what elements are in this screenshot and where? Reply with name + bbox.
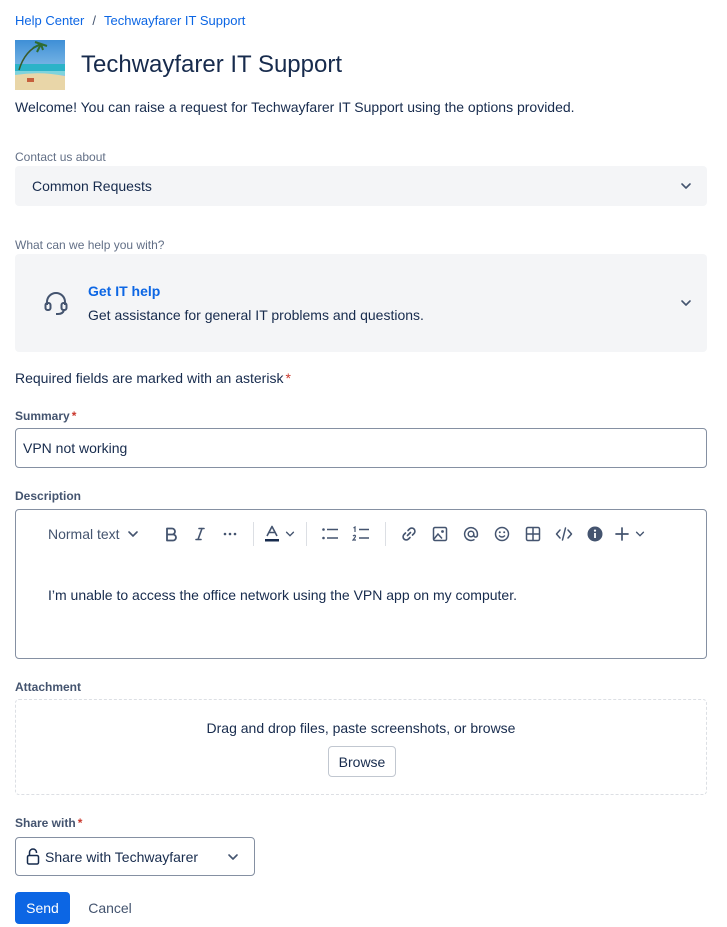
request-type-title: Get IT help <box>88 283 161 299</box>
breadcrumb-help-center[interactable]: Help Center <box>15 13 85 28</box>
numbered-list-icon <box>352 526 370 542</box>
italic-icon <box>192 526 208 542</box>
contact-label: Contact us about <box>15 150 106 164</box>
description-label: Description <box>15 489 82 503</box>
share-label <box>15 816 82 830</box>
info-icon <box>587 526 603 542</box>
required-note-text: Required fields are marked with an asterisk <box>15 370 284 386</box>
required-asterisk: * <box>71 409 77 423</box>
toolbar-divider <box>253 522 254 546</box>
required-asterisk: * <box>285 370 291 386</box>
headset-icon <box>43 290 69 316</box>
contact-select-value: Common Requests <box>32 178 152 194</box>
portal-header <box>15 40 342 90</box>
code-icon <box>555 526 573 542</box>
breadcrumb-current[interactable]: Techwayfarer IT Support <box>104 13 246 28</box>
required-fields-note <box>15 370 291 386</box>
text-color-icon <box>264 525 280 543</box>
chevron-down-icon <box>679 179 693 193</box>
send-button[interactable]: Send <box>15 892 70 924</box>
table-icon <box>525 526 541 542</box>
more-icon <box>222 526 238 542</box>
cancel-button[interactable]: Cancel <box>80 892 140 924</box>
browse-button[interactable]: Browse <box>328 746 396 777</box>
summary-label <box>15 409 76 423</box>
beach-logo-icon <box>15 40 65 90</box>
plus-icon <box>614 526 630 542</box>
link-icon <box>401 526 417 542</box>
required-asterisk: * <box>77 816 83 830</box>
breadcrumb-separator: / <box>92 13 96 28</box>
emoji-button[interactable] <box>486 522 518 546</box>
share-with-value: Share with Techwayfarer <box>45 849 199 865</box>
welcome-text: Welcome! You can raise a request for Techwayfarer IT Support using the options provided. <box>15 99 575 115</box>
code-button[interactable] <box>548 522 580 546</box>
emoji-icon <box>494 526 510 542</box>
editor-toolbar <box>48 522 650 546</box>
link-button[interactable] <box>394 522 424 546</box>
summary-label-text: Summary <box>15 409 70 423</box>
info-panel-button[interactable] <box>580 522 610 546</box>
breadcrumb <box>15 13 245 28</box>
chevron-down-icon <box>126 527 140 541</box>
mention-button[interactable] <box>456 522 486 546</box>
bullet-list-icon <box>321 526 339 542</box>
share-with-select[interactable] <box>15 837 255 876</box>
numbered-list-button[interactable] <box>345 522 377 546</box>
toolbar-divider <box>385 522 386 546</box>
share-label-text: Share with <box>15 816 76 830</box>
attachment-dropzone[interactable] <box>15 699 707 795</box>
mention-icon <box>463 526 479 542</box>
dropzone-text: Drag and drop files, paste screenshots, or browse <box>206 720 516 736</box>
request-type-label: What can we help you with? <box>15 238 165 252</box>
attachment-label: Attachment <box>15 680 82 694</box>
bold-icon <box>163 526 179 542</box>
description-text[interactable]: I’m unable to access the office network using the VPN app on my computer. <box>48 587 517 603</box>
text-style-label: Normal text <box>48 526 120 542</box>
italic-button[interactable] <box>185 522 215 546</box>
text-style-dropdown[interactable] <box>48 522 140 546</box>
summary-input[interactable] <box>15 428 707 468</box>
contact-select[interactable] <box>15 166 707 206</box>
chevron-down-icon <box>634 528 646 540</box>
bullet-list-button[interactable] <box>315 522 345 546</box>
toolbar-divider <box>148 522 149 546</box>
unlock-icon <box>26 848 40 865</box>
request-type-description: Get assistance for general IT problems and questions. <box>88 307 424 323</box>
toolbar-divider <box>306 522 307 546</box>
description-editor[interactable] <box>15 509 707 659</box>
page-title: Techwayfarer IT Support <box>81 51 343 78</box>
image-icon <box>432 526 448 542</box>
insert-more-button[interactable] <box>610 522 650 546</box>
more-formatting-button[interactable] <box>215 522 245 546</box>
chevron-down-icon <box>679 296 693 310</box>
request-type-select[interactable] <box>15 254 707 352</box>
chevron-down-icon <box>226 850 240 864</box>
bold-button[interactable] <box>157 522 185 546</box>
image-button[interactable] <box>424 522 456 546</box>
table-button[interactable] <box>518 522 548 546</box>
text-color-button[interactable] <box>262 522 298 546</box>
chevron-down-icon <box>284 528 296 540</box>
